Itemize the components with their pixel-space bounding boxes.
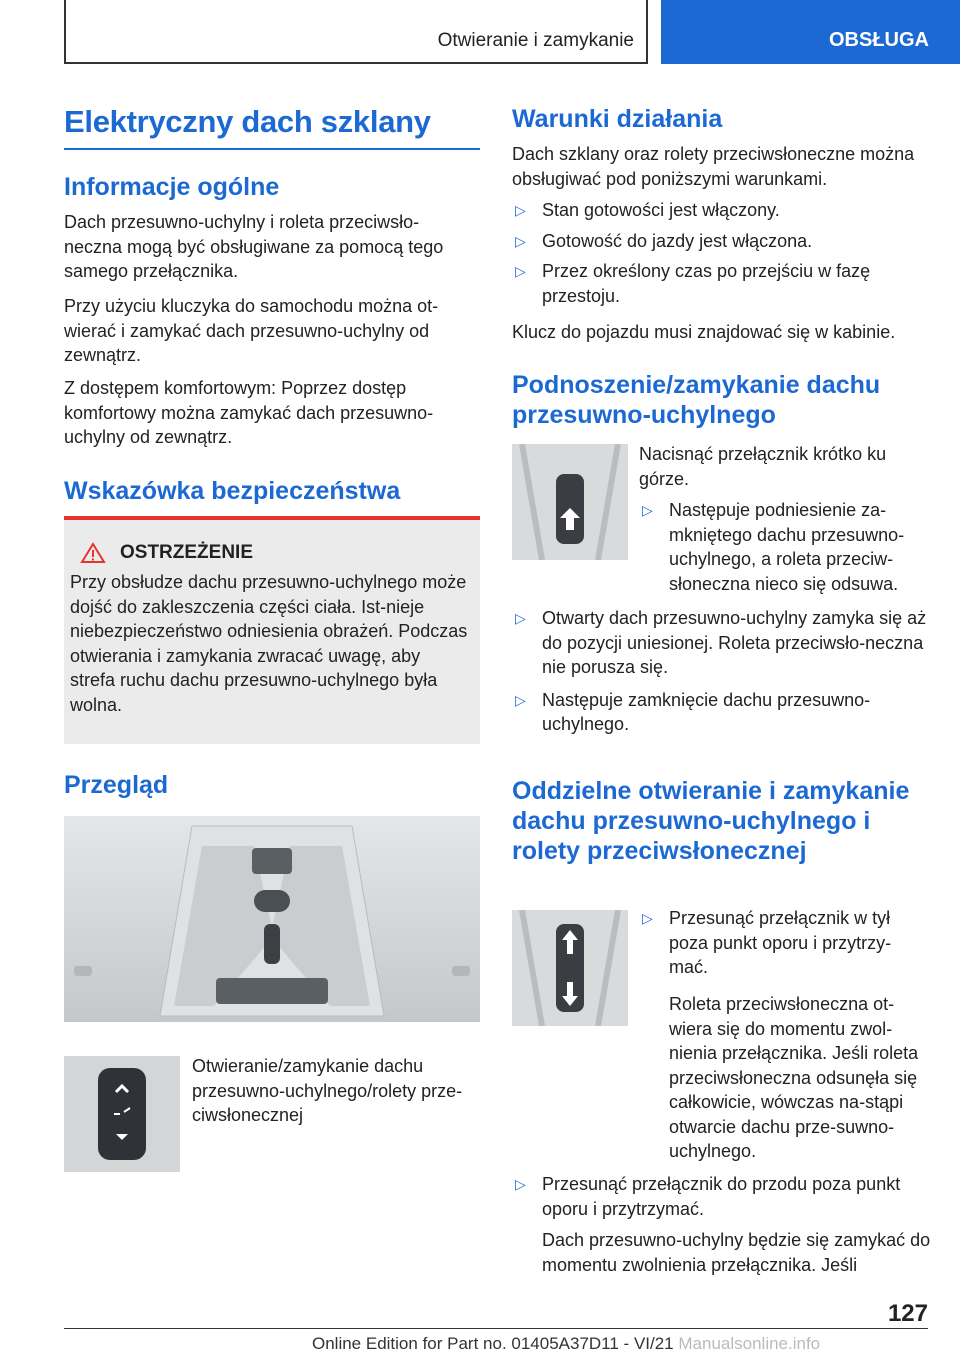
switch-caption: Otwieranie/zamykanie dachu przesuwno-uchylnego/rolety prze-ciwsłonecznej	[192, 1056, 463, 1125]
bullet-triangle-icon: ▷	[642, 502, 653, 518]
section-tab: OBSŁUGA	[661, 0, 960, 64]
title-rule	[64, 148, 480, 150]
conditions-heading: Warunki działania	[512, 105, 723, 133]
raise-switch-image	[512, 444, 628, 560]
bullet-triangle-icon: ▷	[515, 202, 526, 218]
footer-edition	[312, 1334, 820, 1354]
warning-text: Przy obsłudze dachu przesuwno-uchylnego może dojść do zakleszczenia części ciała. Ist-nieje niebezpieczeństwo odniesienia obrażeń. Podczas otwierania i zamykania zwracać uwagę, aby strefa ruchu dachu przesuwno-uchylnego była wolna.	[70, 572, 468, 715]
separate-detail-1: Roleta przeciwsłoneczna ot-wiera się do momentu zwol-nienia przełącznika. Jeśli roleta przeciwsłoneczna odsunęła się całkowicie, wówczas na-stąpi otwarcie dachu prze-suwno-uchylnego.	[669, 994, 919, 1161]
conditions-list	[512, 198, 928, 308]
bullet-triangle-icon: ▷	[515, 691, 526, 708]
switch-image	[64, 1056, 180, 1172]
chapter-title: Otwieranie i zamykanie	[437, 30, 634, 51]
page-title: Elektryczny dach szklany	[64, 104, 431, 139]
bullet-triangle-icon: ▷	[515, 263, 526, 279]
separate-heading: Oddzielne otwieranie i zamykanie dachu przesuwno-uchylnego i rolety przeciwsłonecznej	[512, 777, 910, 865]
warning-title	[80, 542, 480, 564]
overview-heading: Przegląd	[64, 771, 169, 799]
safety-heading: Wskazówka bezpieczeństwa	[64, 477, 401, 505]
page-number: 127	[887, 1300, 928, 1327]
warning-label: OSTRZEŻENIE	[120, 542, 254, 563]
header-chapter-box	[64, 0, 648, 64]
edition-text: Online Edition for Part no. 01405A37D11 - VI/21	[312, 1334, 674, 1353]
bullet-triangle-icon: ▷	[515, 1176, 526, 1192]
raise-list	[512, 606, 928, 737]
list-item: ▷ Gotowość do jazdy jest włączona.	[512, 229, 928, 254]
general-paragraph-2: Przy użyciu kluczyka do samochodu można ot-wierać i zamykać dach przesuwno-uchylny od zewnątrz.	[64, 296, 439, 365]
separate-detail-2: Dach przesuwno-uchylny będzie się zamykać do momentu zwolnienia przełącznika. Jeśli	[542, 1230, 931, 1275]
conditions-intro: Dach szklany oraz rolety przeciwsłoneczne można obsługiwać pod poniższymi warunkami.	[512, 144, 915, 189]
warning-box	[64, 520, 480, 744]
footer-rule	[64, 1328, 928, 1329]
general-paragraph-3: Z dostępem komfortowym: Poprzez dostęp komfortowy można zamykać dach przesuwno-uchylny od zewnątrz.	[64, 378, 434, 447]
warning-triangle-icon	[80, 542, 106, 564]
bullet-triangle-icon: ▷	[515, 232, 526, 249]
list-item: ▷ Otwarty dach przesuwno-uchylny zamyka się aż do pozycji uniesionej. Roleta przeciwsło-neczna nie porusza się.	[515, 608, 927, 677]
raise-heading: Podnoszenie/zamykanie dachu przesuwno-uchylnego	[512, 371, 881, 429]
separate-sub-list	[639, 906, 929, 980]
roof-console-image	[64, 816, 480, 1022]
watermark-text: Manualsonline.info	[678, 1334, 821, 1353]
switch-up-illustration	[512, 444, 628, 560]
bullet-triangle-icon: ▷	[515, 610, 526, 626]
switch-slide-illustration	[512, 910, 628, 1026]
general-paragraph-1: Dach przesuwno-uchylny i roleta przeciwsło-neczna mogą być obsługiwane za pomocą tego samego przełącznika.	[64, 212, 444, 281]
roof-console-illustration	[64, 816, 480, 1022]
conditions-note: Klucz do pojazdu musi znajdować się w kabinie.	[512, 322, 896, 342]
bullet-triangle-icon: ▷	[642, 910, 653, 926]
raise-text: Nacisnąć przełącznik krótko ku górze.	[639, 444, 887, 489]
list-item: ▷ Przez określony czas po przejściu w fazę przestoju.	[515, 261, 871, 306]
list-item: ▷ Przesunąć przełącznik do przodu poza punkt oporu i przytrzymać.	[515, 1174, 901, 1219]
separate-switch-image	[512, 910, 628, 1026]
roof-switch-illustration	[64, 1056, 180, 1172]
separate-list	[512, 1172, 928, 1221]
raise-sub-list	[639, 498, 929, 596]
list-item: ▷ Stan gotowości jest włączony.	[512, 198, 928, 223]
list-item: ▷ Przesunąć przełącznik w tył poza punkt oporu i przytrzy-mać.	[642, 908, 892, 977]
general-heading: Informacje ogólne	[64, 173, 280, 201]
list-item: ▷ Następuje zamknięcie dachu przesuwno-uchylnego.	[515, 689, 871, 734]
list-item: ▷ Następuje podniesienie za-mkniętego dachu przesuwno-uchylnego, a roleta przeciw-słoneczna nieco się odsuwa.	[642, 500, 905, 594]
